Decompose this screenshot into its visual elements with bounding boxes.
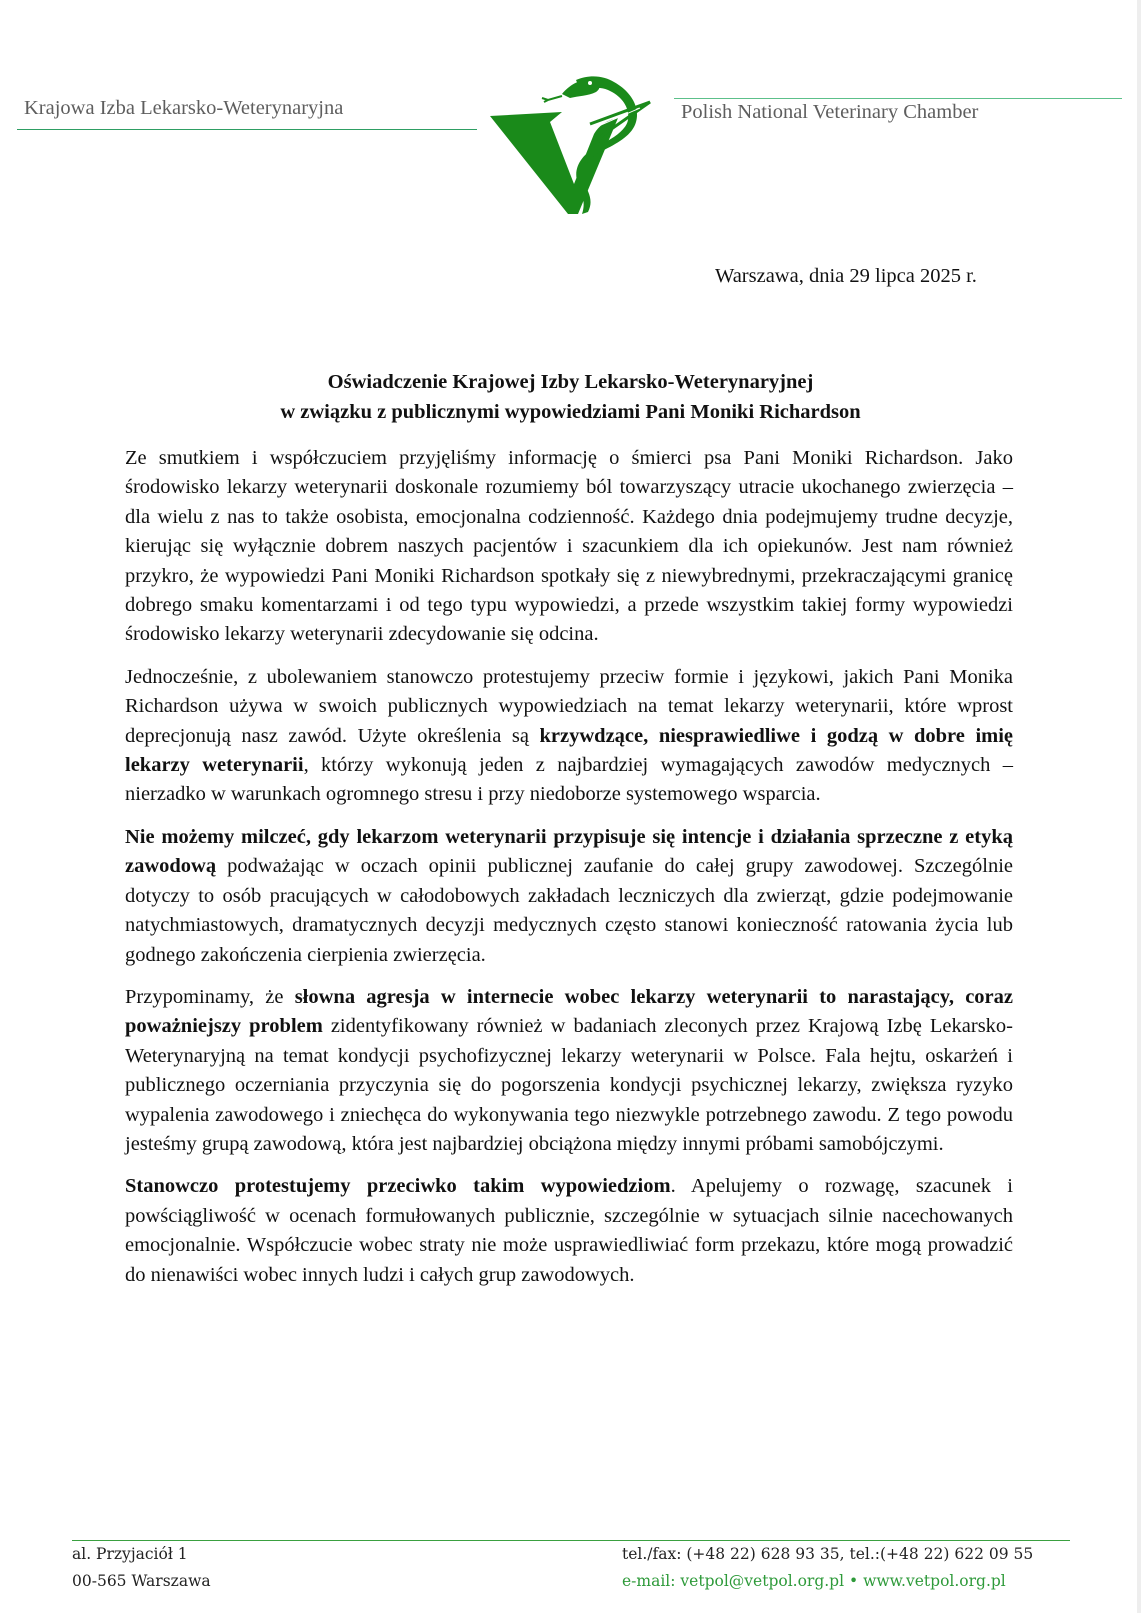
footer-rule [72, 1540, 1070, 1541]
paragraph-4 [125, 983, 1013, 1159]
document-title [0, 367, 1141, 427]
paragraph-5-bold: Stanowczo protestujemy przeciwko takim wypowiedziom [125, 1175, 671, 1198]
paragraph-2-bold: krzywdzące, niesprawiedliwe i godzą w dobre imię lekarzy weterynarii [125, 724, 1014, 777]
paragraph-3-text: podważając w oczach opinii publicznej zaufanie do całej grupy zawodowej. Szczególnie dotyczy to osób pracujących w całodobowych zakładach leczniczych dla zwierząt, gdzie podejmowanie natychmiastowych, dramatycznych decyzji medycznych często stanowi konieczność ratowania życia lub godnego zakończenia cierpienia zwierzęcia. [125, 855, 1013, 966]
page-edge [1137, 0, 1141, 1613]
footer-contact [622, 1572, 1006, 1590]
document-date: Warszawa, dnia 29 lipca 2025 r. [715, 265, 977, 287]
paragraph-5-text: . Apelujemy o rozwagę, szacunek i powściągliwość w ocenach formułowanych publicznie, szczególnie w sytuacjach silnie nacechowanych emocjonalnie. Współczucie wobec straty nie może usprawiedliwiać form przekazu, które mogą prowadzić do nienawiści wobec innych ludzi i całych grup zawodowych. [125, 1175, 1013, 1286]
header-org-name-pl: Krajowa Izba Lekarsko-Weterynaryjna [24, 97, 344, 119]
paragraph-2-text-a: Jednocześnie, z ubolewaniem stanowczo protestujemy przeciw formie i językowi, jakich Pani Monika Richardson używa w swoich publicznych wypowiedziach na temat lekarzy weterynarii, które wprost deprecjonują nasz zawód. Użyte określenia są [125, 665, 1013, 747]
footer-address-street: al. Przyjaciół 1 [72, 1545, 188, 1563]
title-line-1: Oświadczenie Krajowej Izby Lekarsko-Weterynaryjnej [327, 371, 814, 393]
header-left-rule [17, 129, 477, 130]
footer-phone: tel./fax: (+48 22) 628 93 35, tel.:(+48 22) 622 09 55 [622, 1545, 1034, 1563]
footer-email-link[interactable]: e-mail: vetpol@vetpol.org.pl [622, 1572, 845, 1590]
paragraph-4-bold: słowna agresja w internecie wobec lekarzy weterynarii to narastający, coraz poważniejszy problem [125, 985, 1013, 1038]
footer-website-link[interactable]: www.vetpol.org.pl [863, 1572, 1006, 1590]
paragraph-4-text-b: zidentyfikowany również w badaniach zleconych przez Krajową Izbę Lekarsko-Weterynaryjną na temat kondycji psychofizycznej lekarzy weterynarii w Polsce. Fala hejtu, oskarżeń i publicznego oczerniania przyczynia się do pogorszenia kondycji psychicznej lekarzy, zwiększa ryzyko wypalenia zawodowego i zniechęca do wykonywania tego niezwykle potrzebnego zawodu. Z tego powodu jesteśmy grupą zawodową, która jest najbardziej obciążona między innymi próbami samobójczymi. [125, 1015, 1014, 1155]
header-right-rule [674, 98, 1122, 99]
header-org-name-en: Polish National Veterinary Chamber [681, 101, 979, 123]
footer-address-city: 00-565 Warszawa [72, 1572, 211, 1590]
paragraph-3-bold: Nie możemy milczeć, gdy lekarzom weterynarii przypisuje się intencje i działania sprzeczne z etyką zawodową [125, 825, 1013, 878]
title-line-2: w związku z publicznymi wypowiedziami Pani Moniki Richardson [280, 401, 861, 423]
document-body [125, 444, 1013, 1303]
paragraph-2 [125, 663, 1013, 810]
paragraph-1: Ze smutkiem i współczuciem przyjęliśmy informację o śmierci psa Pani Moniki Richardson. Jako środowisko lekarzy weterynarii doskonale rozumiemy ból towarzyszący utracie ukochanego zwierzęcia – dla wielu z nas to także osobista, emocjonalna codzienność. Każdego dnia podejmujemy trudne decyzje, kierując się wyłącznie dobrem naszych pacjentów i szacunkiem dla ich opiekunów. Jest nam również przykro, że wypowiedzi Pani Moniki Richardson spotkały się z niewybrednymi, przekraczającymi granicę dobrego smaku komentarzami i od tego typu wypowiedzi, a przede wszystkim takiej formy wypowiedzi środowisko lekarzy weterynarii zdecydowanie się odcina. [125, 447, 1013, 646]
paragraph-5 [125, 1172, 1013, 1290]
bullet-separator-icon: • [849, 1572, 859, 1590]
paragraph-2-text-b: , którzy wykonują jeden z najbardziej wymagających zawodów medycznych – nierzadko w warunkach ogromnego stresu i przy niedoborze systemowego wsparcia. [125, 754, 1014, 806]
paragraph-3 [125, 823, 1013, 970]
veterinary-v-serpent-logo-icon [490, 74, 660, 224]
paragraph-4-text-a: Przypominamy, że [125, 985, 295, 1008]
